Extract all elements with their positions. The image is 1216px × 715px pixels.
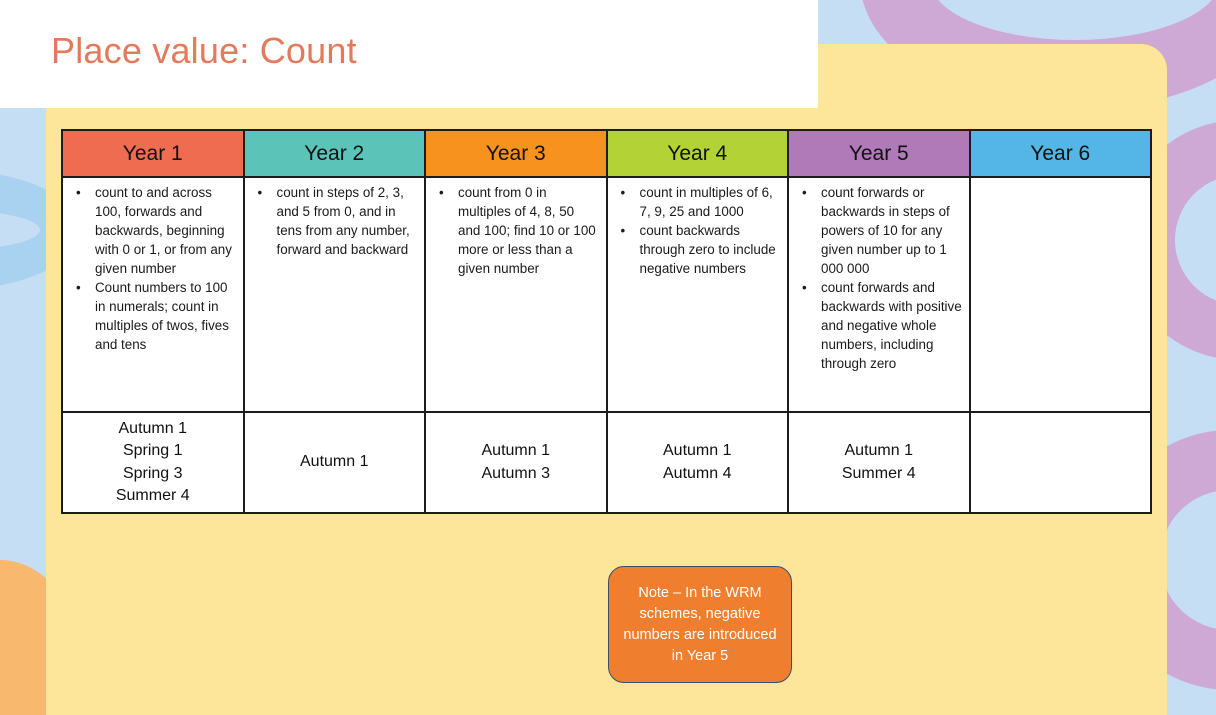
year-3-blocks (425, 412, 607, 513)
block-item: Autumn 4 (663, 464, 732, 482)
year-2-objectives (244, 177, 426, 412)
year-2-blocks (244, 412, 426, 513)
block-item: Autumn 1 (481, 442, 550, 459)
objective-list (67, 183, 237, 354)
objective-list (249, 183, 419, 259)
year-1-header: Year 1 (62, 130, 244, 177)
block-item: Autumn 1 (844, 442, 913, 459)
objective-item: • count in multiples of 6, 7, 9, 25 and 1000 (612, 183, 782, 221)
year-3-objectives (425, 177, 607, 412)
year-5-header: Year 5 (788, 130, 970, 177)
block-item: Autumn 1 (663, 442, 732, 459)
year-4-blocks (607, 412, 789, 513)
note-box: Note – In the WRM schemes, negative numbers are introduced in Year 5 (608, 566, 792, 683)
block-item: Autumn 1 (118, 419, 187, 437)
block-item: Spring 1 (122, 442, 183, 459)
year-6-blocks (970, 412, 1152, 513)
block-item: Summer 4 (841, 464, 916, 482)
year-6-header: Year 6 (970, 130, 1152, 177)
year-5-blocks (788, 412, 970, 513)
year-6-objectives (970, 177, 1152, 412)
page-title: Place value: Count (51, 30, 357, 71)
objective-item: • count to and across 100, forwards and backwards, beginning with 0 or 1, or from any given number (67, 183, 237, 278)
objective-item: • count forwards and backwards with positive and negative whole numbers, including through zero (793, 278, 963, 373)
objective-list (793, 183, 963, 373)
objective-list (612, 183, 782, 278)
block-item: Autumn 1 (300, 453, 369, 471)
objective-item: • count forwards or backwards in steps of powers of 10 for any given number up to 1 000 000 (793, 183, 963, 278)
blocks-row (62, 412, 1151, 513)
objective-item: • count backwards through zero to include negative numbers (612, 221, 782, 278)
year-5-objectives (788, 177, 970, 412)
year-1-objectives (62, 177, 244, 412)
year-3-header: Year 3 (425, 130, 607, 177)
objective-list (430, 183, 600, 278)
year-1-blocks (62, 412, 244, 513)
year-header-row (62, 130, 1151, 177)
objective-item: • Count numbers to 100 in numerals; count in multiples of twos, fives and tens (67, 278, 237, 354)
objective-item: • count in steps of 2, 3, and 5 from 0, and in tens from any number, forward and backward (249, 183, 419, 259)
objective-item: • count from 0 in multiples of 4, 8, 50 and 100; find 10 or 100 more or less than a given number (430, 183, 600, 278)
curriculum-table (61, 129, 1152, 514)
block-item: Autumn 3 (481, 464, 550, 482)
year-4-header: Year 4 (607, 130, 789, 177)
title-box (0, 0, 818, 108)
objectives-row (62, 177, 1151, 412)
year-2-header: Year 2 (244, 130, 426, 177)
year-4-objectives (607, 177, 789, 412)
block-item: Summer 4 (115, 487, 190, 504)
block-item: Spring 3 (122, 464, 183, 482)
